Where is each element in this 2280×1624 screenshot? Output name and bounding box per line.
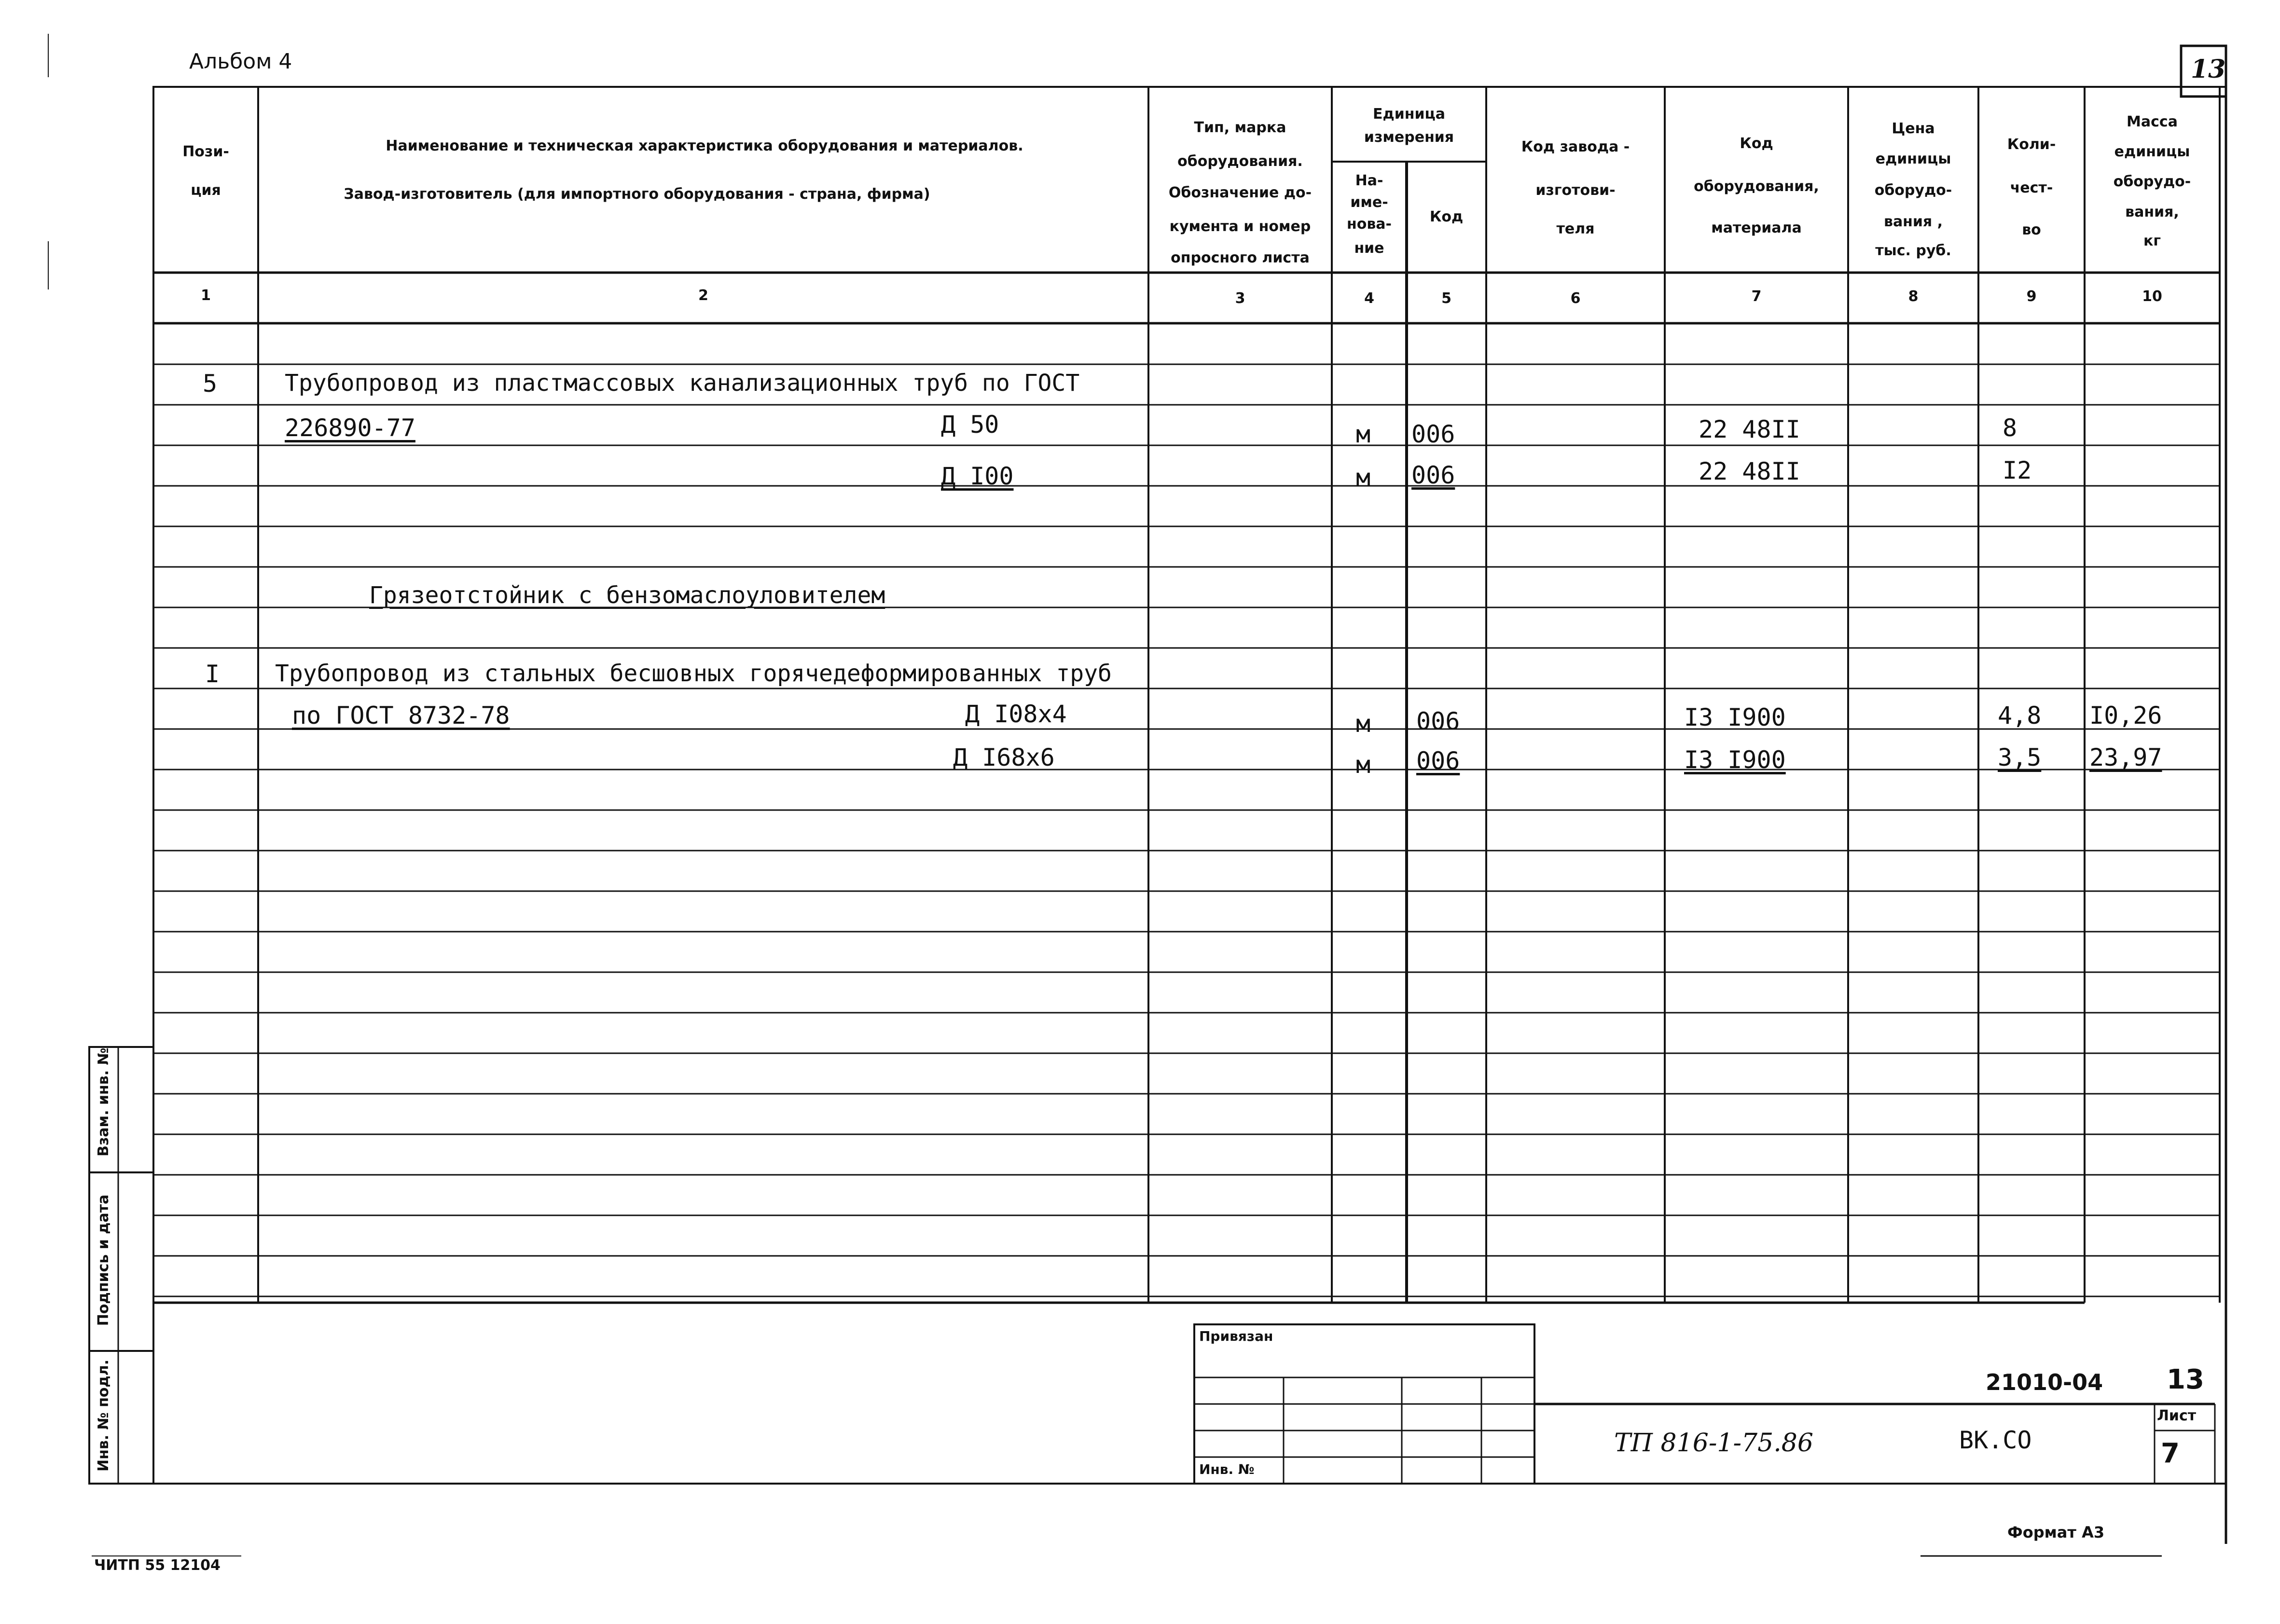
row3-size: Д I00 — [941, 462, 1014, 490]
stamp-album-code: 21010-04 — [1986, 1369, 2103, 1395]
stamp-project-code: ТП 816-1-75.86 — [1614, 1429, 1813, 1458]
row7-unit-code: 006 — [1416, 747, 1460, 775]
header-price-3: оборудо- — [1874, 182, 1952, 199]
row1-name: Трубопровод из пластмассовых канализационных труб по ГОСТ — [285, 370, 1080, 397]
header-qty-3: во — [2022, 221, 2041, 238]
header-name-line1: Наименование и техническая характеристика оборудования и материалов. — [386, 138, 1023, 154]
row6-name: по ГОСТ 8732-78 — [292, 702, 510, 729]
row5-name: Трубопровод из стальных бесшовных горячедеформированных труб — [275, 660, 1112, 687]
colnum-1: 1 — [201, 287, 211, 304]
side-stamp-inv: Инв. № подл. — [95, 1359, 112, 1472]
header-price-2: единицы — [1875, 151, 1951, 167]
header-type-line5: опросного листа — [1171, 249, 1310, 266]
header-factory-3: теля — [1556, 220, 1595, 237]
row5-pos: I — [205, 660, 220, 688]
row2-size: Д 50 — [941, 411, 999, 439]
section-title: Грязеотстойник с бензомаслоуловителем — [369, 582, 885, 609]
header-unit-line1: Единица — [1373, 106, 1445, 123]
stamp-sheet-num-top: 13 — [2167, 1364, 2204, 1395]
corner-page-number: 13 — [2191, 55, 2226, 84]
header-unitname-1: На- — [1355, 172, 1383, 189]
colnum-8: 8 — [1908, 288, 1919, 305]
colnum-9: 9 — [2026, 288, 2037, 305]
header-mass-2: единицы — [2114, 143, 2190, 160]
header-unitname-4: ние — [1354, 240, 1384, 257]
stamp-inv-no: Инв. № — [1199, 1461, 1255, 1477]
row7-mass: 23,97 — [2089, 743, 2162, 771]
header-type-line3: Обозначение до- — [1168, 184, 1312, 201]
header-factory-2: изготови- — [1535, 182, 1616, 199]
stamp-mark: ВК.СО — [1959, 1426, 2032, 1454]
side-stamp-vzam: Взам. инв. № — [95, 1047, 112, 1156]
header-price-4: вания , — [1883, 213, 1943, 230]
row7-unit: м — [1356, 751, 1371, 779]
row2-qty: 8 — [2003, 414, 2017, 442]
row3-unit: м — [1356, 464, 1371, 492]
stamp-list-label: Лист — [2157, 1407, 2197, 1424]
row2-unit-code: 006 — [1411, 420, 1455, 448]
colnum-2: 2 — [698, 287, 708, 304]
row3-unit-code: 006 — [1411, 461, 1455, 489]
header-price-1: Цена — [1892, 120, 1935, 137]
colnum-7: 7 — [1751, 288, 1762, 305]
header-name-line2: Завод-изготовитель (для импортного оборудования - страна, фирма) — [344, 186, 930, 203]
header-type-line1: Тип, марка — [1194, 119, 1286, 136]
album-label: Альбом 4 — [189, 49, 292, 74]
row6-size: Д I08x4 — [965, 700, 1067, 728]
header-mass-4: вания, — [2125, 204, 2179, 220]
header-pos-line2: ция — [191, 182, 221, 199]
header-mass-1: Масса — [2127, 113, 2178, 130]
row6-equip-code: I3 I900 — [1684, 703, 1786, 731]
row2-equip-code: 22 48II — [1699, 415, 1800, 443]
table-row-lines — [153, 364, 2220, 1296]
header-price-5: тыс. руб. — [1875, 242, 1951, 259]
row2-name: 226890-77 — [285, 414, 415, 442]
row6-qty: 4,8 — [1998, 702, 2042, 729]
colnum-6: 6 — [1570, 290, 1581, 307]
header-type-line4: кумента и номер — [1169, 218, 1311, 235]
stamp-list-value: 7 — [2161, 1438, 2180, 1469]
colnum-3: 3 — [1235, 290, 1245, 307]
colnum-5: 5 — [1441, 290, 1451, 307]
stamp-privyazan: Привязан — [1199, 1328, 1273, 1344]
row7-equip-code: I3 I900 — [1684, 746, 1786, 774]
footer-left-code: ЧИТП 55 12104 — [94, 1557, 221, 1574]
header-type-line2: оборудования. — [1177, 153, 1303, 170]
row3-qty: I2 — [2003, 456, 2032, 484]
header-qty-2: чест- — [2010, 179, 2053, 196]
footer-format: Формат А3 — [2007, 1523, 2105, 1541]
row6-unit: м — [1356, 710, 1371, 738]
row7-size: Д I68x6 — [953, 743, 1055, 771]
row6-mass: I0,26 — [2089, 702, 2162, 729]
header-mass-5: кг — [2143, 233, 2161, 249]
header-equip-3: материала — [1711, 220, 1802, 236]
row6-unit-code: 006 — [1416, 707, 1460, 735]
header-unitname-3: нова- — [1346, 216, 1392, 233]
header-pos-line1: Пози- — [182, 143, 229, 160]
row1-pos: 5 — [203, 370, 218, 398]
header-qty-1: Коли- — [2007, 136, 2056, 153]
side-stamp-podpis: Подпись и дата — [95, 1194, 112, 1326]
header-equip-1: Код — [1740, 135, 1773, 152]
header-mass-3: оборудо- — [2113, 173, 2191, 190]
header-unit-line2: измерения — [1364, 129, 1454, 146]
header-factory-1: Код завода - — [1521, 138, 1630, 155]
colnum-10: 10 — [2142, 288, 2162, 305]
row7-qty: 3,5 — [1998, 743, 2042, 771]
row2-unit: м — [1356, 420, 1371, 448]
header-equip-2: оборудования, — [1694, 178, 1819, 195]
header-unit-code: Код — [1429, 208, 1464, 225]
header-unitname-2: име- — [1350, 194, 1388, 211]
row3-equip-code: 22 48II — [1699, 457, 1800, 485]
colnum-4: 4 — [1364, 290, 1374, 307]
